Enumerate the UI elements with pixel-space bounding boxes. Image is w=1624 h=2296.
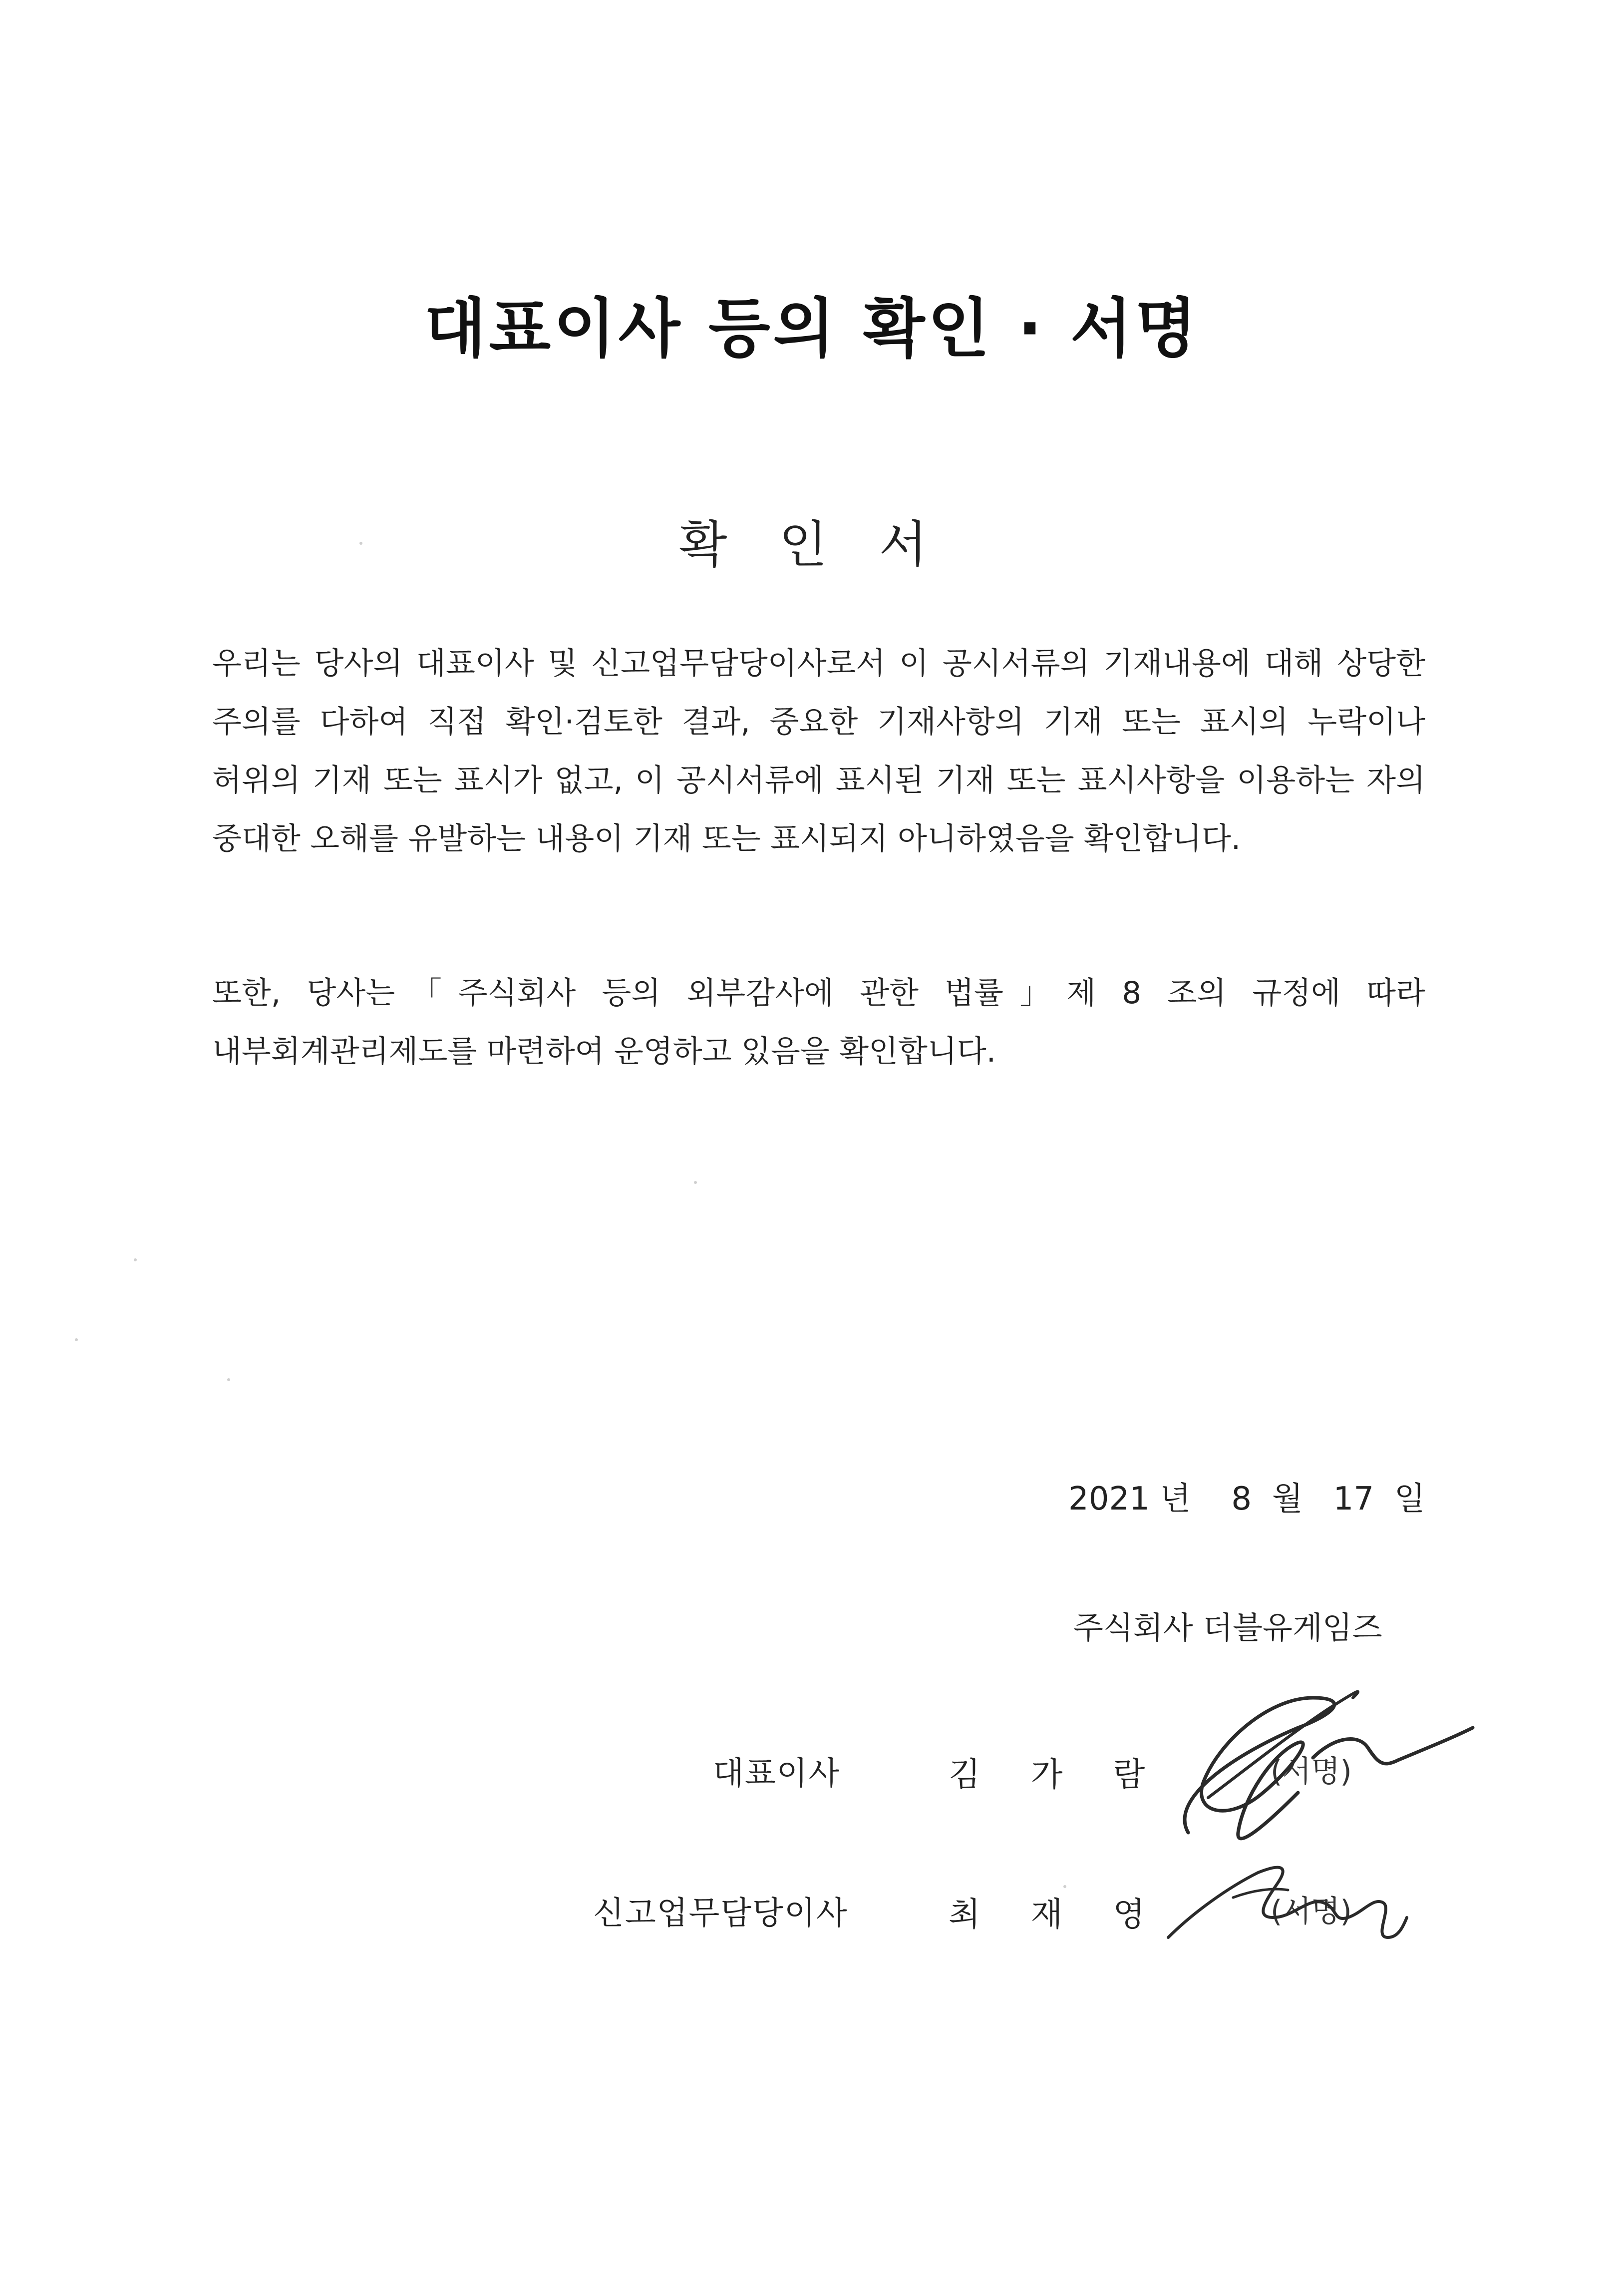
document-date: 2021 년 8 월 17 일 (1068, 1481, 1425, 1518)
scan-speck (694, 1181, 697, 1184)
scan-speck (134, 1258, 137, 1261)
ceo-handwritten-signature (1148, 1668, 1478, 1858)
disclosure-officer-signature-label: (서명) (1271, 1894, 1352, 1929)
scan-speck (75, 1338, 78, 1341)
confirmation-paragraph: 우리는 당사의 대표이사 및 신고업무담당이사로서 이 공시서류의 기재내용에 대해 상당한 주의를 다하여 직접 확인·검토한 결과, 중요한 기재사항의 기재 또는 표시의 누락이나 허위의 기재 또는 표시가 없고, 이 공시서류에 표시된 기재 또는 표시사항을 이용하는 자의 중대한 오해를 유발하는 내용이 기재 또는 표시되지 아니하였음을 확인합니다. (212, 646, 1425, 856)
scan-speck (227, 1378, 230, 1381)
ceo-name: 김 가 람 (949, 1755, 1165, 1794)
ceo-role-label: 대표이사 (713, 1755, 841, 1792)
disclosure-officer-name: 최 재 영 (949, 1895, 1165, 1933)
company-name: 주식회사 더블유게임즈 (1073, 1609, 1382, 1646)
document-subtitle: 확 인 서 (678, 515, 946, 574)
internal-control-paragraph: 또한, 당사는「주식회사 등의 외부감사에 관한 법률」제 8 조의 규정에 따라 내부회계관리제도를 마련하여 운영하고 있음을 확인합니다. (212, 975, 1425, 1069)
ceo-signature-label: (서명) (1271, 1754, 1352, 1789)
disclosure-officer-role-label: 신고업무담당이사 (593, 1895, 848, 1932)
scan-speck (359, 542, 362, 545)
scan-speck (1063, 1885, 1066, 1888)
page-title: 대표이사 등의 확인 · 서명 (424, 292, 1200, 366)
disclosure-officer-handwritten-signature (1158, 1843, 1408, 1947)
